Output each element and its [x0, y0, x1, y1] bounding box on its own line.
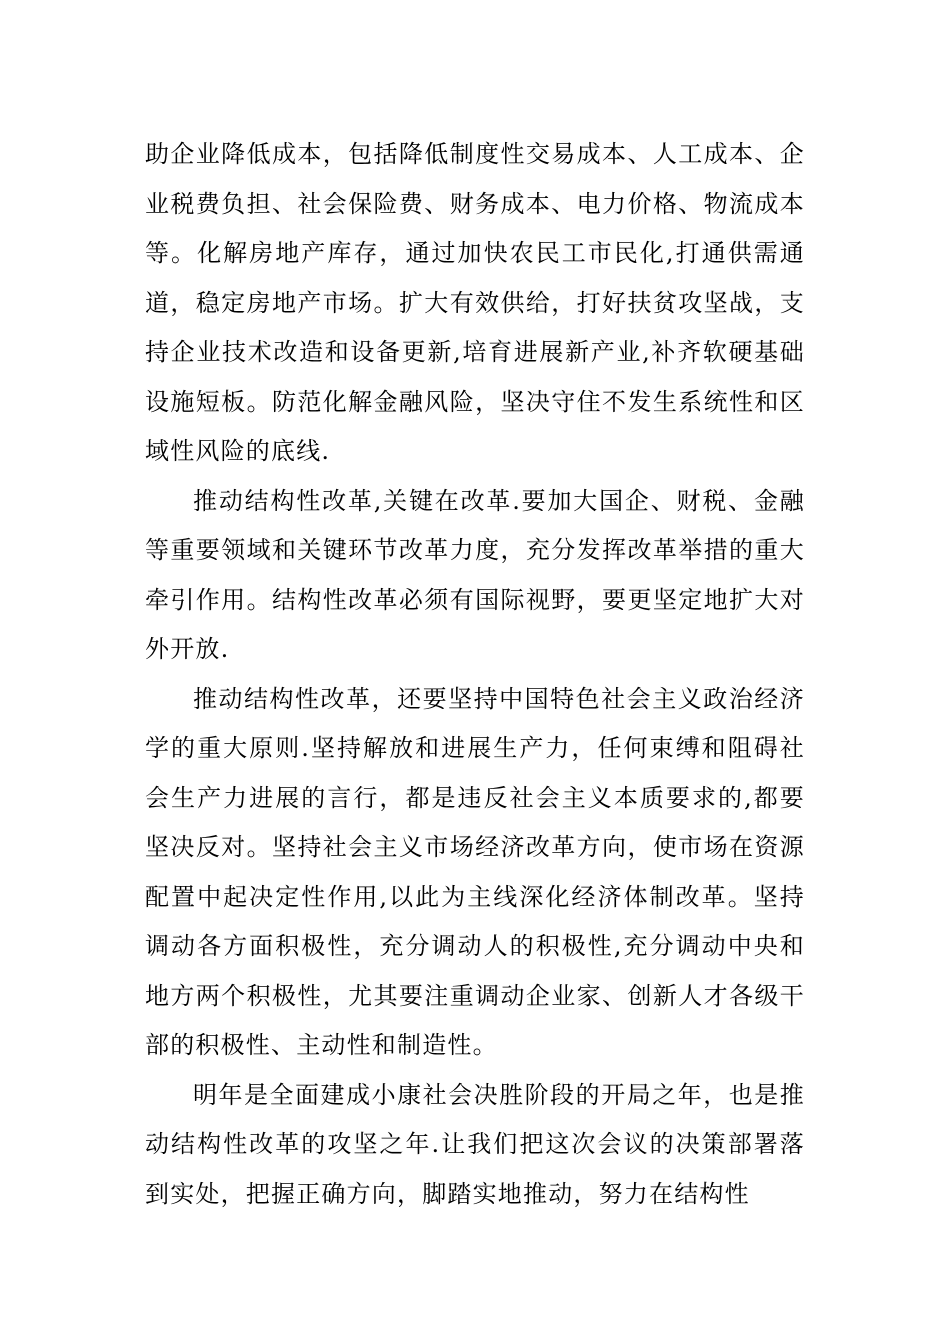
paragraph-1: 助企业降低成本，包括降低制度性交易成本、人工成本、企业税费负担、社会保险费、财务成本、电力价格、物流成本等。化解房地产库存，通过加快农民工市民化,打通供需通道，稳定房地产市场。扩大有效供给，打好扶贫攻坚战，支持企业技术改造和设备更新,培育进展新产业,补齐软硬基础设施短板。防范化解金融风险，坚决守住不发生系统性和区域性风险的底线.	[145, 140, 805, 465]
paragraph-3: 推动结构性改革，还要坚持中国特色社会主义政治经济学的重大原则.坚持解放和进展生产力，任何束缚和阻碍社会生产力进展的言行，都是违反社会主义本质要求的,都要坚决反对。坚持社会主义市场经济改革方向，使市场在资源配置中起决定性作用,以此为主线深化经济体制改革。坚持调动各方面积极性，充分调动人的积极性,充分调动中央和地方两个积极性，尤其要注重调动企业家、创新人才各级干部的积极性、主动性和制造性。	[145, 684, 805, 1059]
paragraph-4: 明年是全面建成小康社会决胜阶段的开局之年，也是推动结构性改革的攻坚之年.让我们把这次会议的决策部署落到实处，把握正确方向，脚踏实地推动，努力在结构性	[145, 1080, 805, 1208]
document-body	[145, 130, 805, 1219]
paragraph-2: 推动结构性改革,关键在改革.要加大国企、财税、金融等重要领域和关键环节改革力度，充分发挥改革举措的重大牵引作用。结构性改革必须有国际视野，要更坚定地扩大对外开放.	[145, 486, 805, 663]
